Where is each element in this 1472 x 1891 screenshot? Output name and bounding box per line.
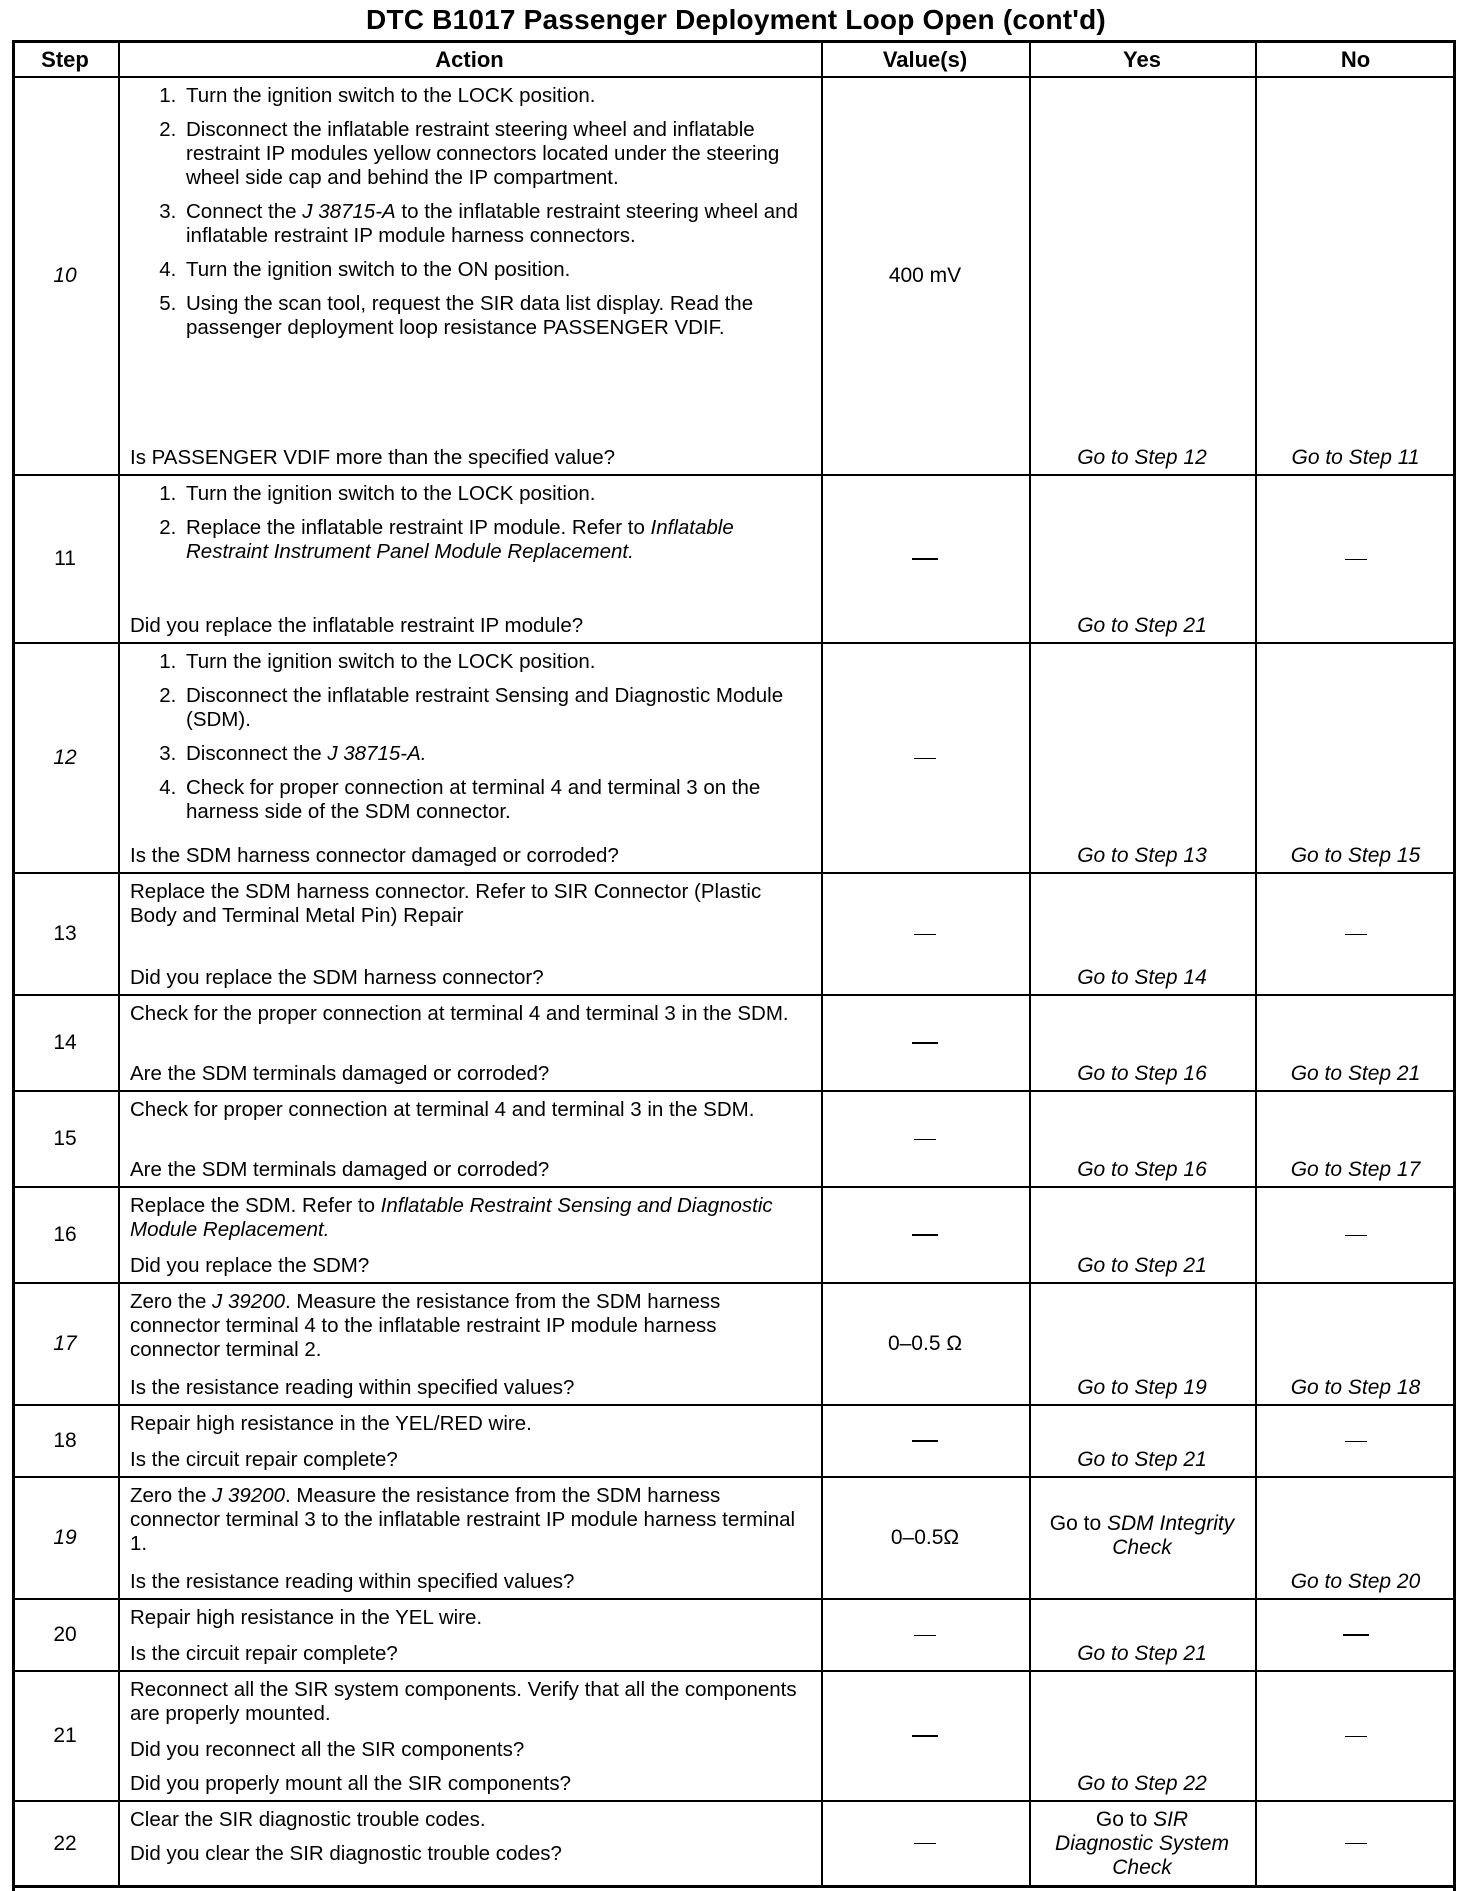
step-number: 15 [53,1127,77,1150]
action-text: Replace the SDM harness connector. Refer to SIR Connector (Plastic Body and Terminal Metal Pin) Repair [130,880,762,927]
step-number: 10 [53,264,77,287]
action-item: 1. Turn the ignition switch to the LOCK position. [182,84,811,108]
grid-line [1029,40,1031,1888]
action-cell [118,644,821,872]
action-cell [118,78,821,474]
step-number: 17 [53,1332,77,1355]
table-row [12,1090,1456,1186]
yes-cell: Go to Step 21 [1077,614,1207,637]
action-text: Repair high resistance in the YEL/RED wire. [130,1412,532,1435]
table-row [12,1282,1456,1404]
value-cell: 0–0.5 Ω [887,1332,963,1355]
table-row [12,1800,1456,1888]
step-number: 16 [53,1223,77,1246]
action-item: 4. Turn the ignition switch to the ON position. [182,258,811,282]
yes-cell: Go to Step 19 [1077,1376,1207,1399]
action-text: Repair high resistance in the YEL wire. [130,1606,483,1629]
yes-cell: Go to Step 12 [1077,446,1207,469]
action-question: Did you reconnect all the SIR components? [130,1738,525,1761]
action-item: 3. Disconnect the J 38715-A. [182,742,811,766]
no-cell: Go to Step 20 [1290,1570,1421,1593]
action-question: Did you replace the inflatable restraint IP module? [130,614,584,637]
action-text: Reconnect all the SIR system components. Verify that all the components are properly mounted. [130,1678,797,1725]
yes-cell: Go to Step 22 [1077,1772,1207,1795]
step-number: 21 [53,1724,77,1747]
no-dash [1255,1672,1456,1800]
grid-line [821,40,823,1888]
header-action: Action [435,47,504,72]
page-title: DTC B1017 Passenger Deployment Loop Open (cont'd) [366,4,1106,35]
table-row [12,642,1456,872]
action-cell [118,1406,821,1476]
grid-line [1453,40,1456,1891]
table-row [12,1404,1456,1476]
action-question: Is the circuit repair complete? [130,1642,398,1665]
action-cell [118,1600,821,1670]
action-text: Check for the proper connection at terminal 4 and terminal 3 in the SDM. [130,1002,789,1025]
no-dash [1255,1406,1456,1476]
step-number: 20 [53,1623,77,1646]
value-cell: 400 mV [888,264,962,287]
header-no: No [1340,47,1371,72]
table-row [12,1476,1456,1598]
action-text: Replace the SDM. Refer to Inflatable Restraint Sensing and Diagnostic Module Replacement. [130,1194,773,1241]
no-cell: Go to Step 11 [1291,446,1420,469]
table-row [12,474,1456,642]
table-header [12,40,1456,76]
step-number: 14 [53,1031,77,1054]
value-dash [821,874,1029,994]
action-cell [118,1092,821,1186]
action-cell [118,996,821,1090]
value-dash [821,1672,1029,1800]
yes-cell: Go to Step 21 [1077,1448,1207,1471]
action-item: 5. Using the scan tool, request the SIR data list display. Read the passenger deployment loop resistance PASSENGER VDIF. [182,292,811,340]
value-dash [821,644,1029,872]
action-text: Zero the J 39200. Measure the resistance from the SDM harness connector terminal 3 to the inflatable restraint IP module harness terminal 1. [130,1484,796,1555]
grid-line [118,40,120,1888]
action-question: Is the circuit repair complete? [130,1448,398,1471]
no-dash [1255,1802,1456,1885]
table-row [12,1186,1456,1282]
value-dash [821,1802,1029,1885]
step-number: 18 [53,1429,77,1452]
yes-cell: Go to SIR Diagnostic System Check [1055,1807,1229,1879]
value-dash [821,476,1029,642]
step-number: 13 [53,922,77,945]
value-dash [821,996,1029,1090]
table-row [12,872,1456,994]
table-row [12,76,1456,474]
table-row [12,1670,1456,1800]
action-question: Did you replace the SDM? [130,1254,370,1277]
action-question: Is the resistance reading within specified values? [130,1376,575,1399]
grid-line [1255,40,1257,1888]
no-dash [1255,874,1456,994]
action-item: 3. Connect the J 38715-A to the inflatable restraint steering wheel and inflatable restraint IP module harness connectors. [182,200,811,248]
action-question: Is the resistance reading within specified values? [130,1570,575,1593]
no-cell: Go to Step 17 [1290,1158,1421,1181]
value-dash [821,1600,1029,1670]
no-dash [1255,1188,1456,1282]
action-question: Did you replace the SDM harness connector? [130,966,544,989]
yes-cell: Go to Step 16 [1077,1158,1207,1181]
action-cell [118,1478,821,1598]
no-cell: Go to Step 21 [1290,1062,1421,1085]
table-row [12,1598,1456,1670]
yes-cell: Go to Step 21 [1077,1642,1207,1665]
action-text: Clear the SIR diagnostic trouble codes. [130,1808,486,1831]
action-item: 2. Disconnect the inflatable restraint steering wheel and inflatable restraint IP modules yellow connectors located under the steering wheel side cap and behind the IP compartment. [182,118,811,190]
no-cell: Go to Step 15 [1290,844,1421,867]
action-question: Did you properly mount all the SIR components? [130,1772,571,1795]
action-cell [118,1672,821,1800]
value-cell: 0–0.5Ω [890,1526,960,1549]
step-number: 11 [54,547,76,570]
action-text: Zero the J 39200. Measure the resistance from the SDM harness connector terminal 4 to the inflatable restraint IP module harness connector terminal 2. [130,1290,721,1361]
action-question: Are the SDM terminals damaged or corroded? [130,1158,550,1181]
yes-cell: Go to Step 14 [1077,966,1207,989]
header-values: Value(s) [882,47,968,72]
step-number: 22 [53,1831,77,1855]
action-item: 1. Turn the ignition switch to the LOCK position. [182,650,811,674]
action-cell [118,1802,821,1885]
table-row [12,994,1456,1090]
action-cell [118,476,821,642]
yes-cell: Go to Step 21 [1077,1254,1207,1277]
action-question: Are the SDM terminals damaged or corroded? [130,1062,550,1085]
no-dash [1255,1600,1456,1670]
yes-cell: Go to Step 16 [1077,1062,1207,1085]
value-dash [821,1188,1029,1282]
action-question: Is the SDM harness connector damaged or corroded? [130,844,619,867]
action-question: Is PASSENGER VDIF more than the specified value? [130,446,616,469]
step-number: 19 [53,1526,77,1549]
value-dash [821,1406,1029,1476]
no-dash [1255,476,1456,642]
action-cell [118,1284,821,1404]
step-number: 12 [53,746,77,769]
grid-line [12,40,15,1891]
diagnostic-table [12,40,1456,1879]
action-item: 4. Check for proper connection at terminal 4 and terminal 3 on the harness side of the SDM connector. [182,776,811,824]
action-cell [118,874,821,994]
action-item: 2. Replace the inflatable restraint IP module. Refer to Inflatable Restraint Instrument Panel Module Replacement. [182,516,811,564]
action-cell [118,1188,821,1282]
action-question: Did you clear the SIR diagnostic trouble codes? [130,1842,562,1865]
action-item: 1. Turn the ignition switch to the LOCK position. [182,482,811,506]
header-yes: Yes [1123,47,1161,72]
yes-cell: Go to SDM Integrity Check [1049,1512,1235,1559]
yes-cell: Go to Step 13 [1077,844,1207,867]
header-step: Step [41,47,89,72]
no-cell: Go to Step 18 [1290,1376,1421,1399]
action-item: 2. Disconnect the inflatable restraint Sensing and Diagnostic Module (SDM). [182,684,811,732]
value-dash [821,1092,1029,1186]
action-text: Check for proper connection at terminal 4 and terminal 3 in the SDM. [130,1098,755,1121]
